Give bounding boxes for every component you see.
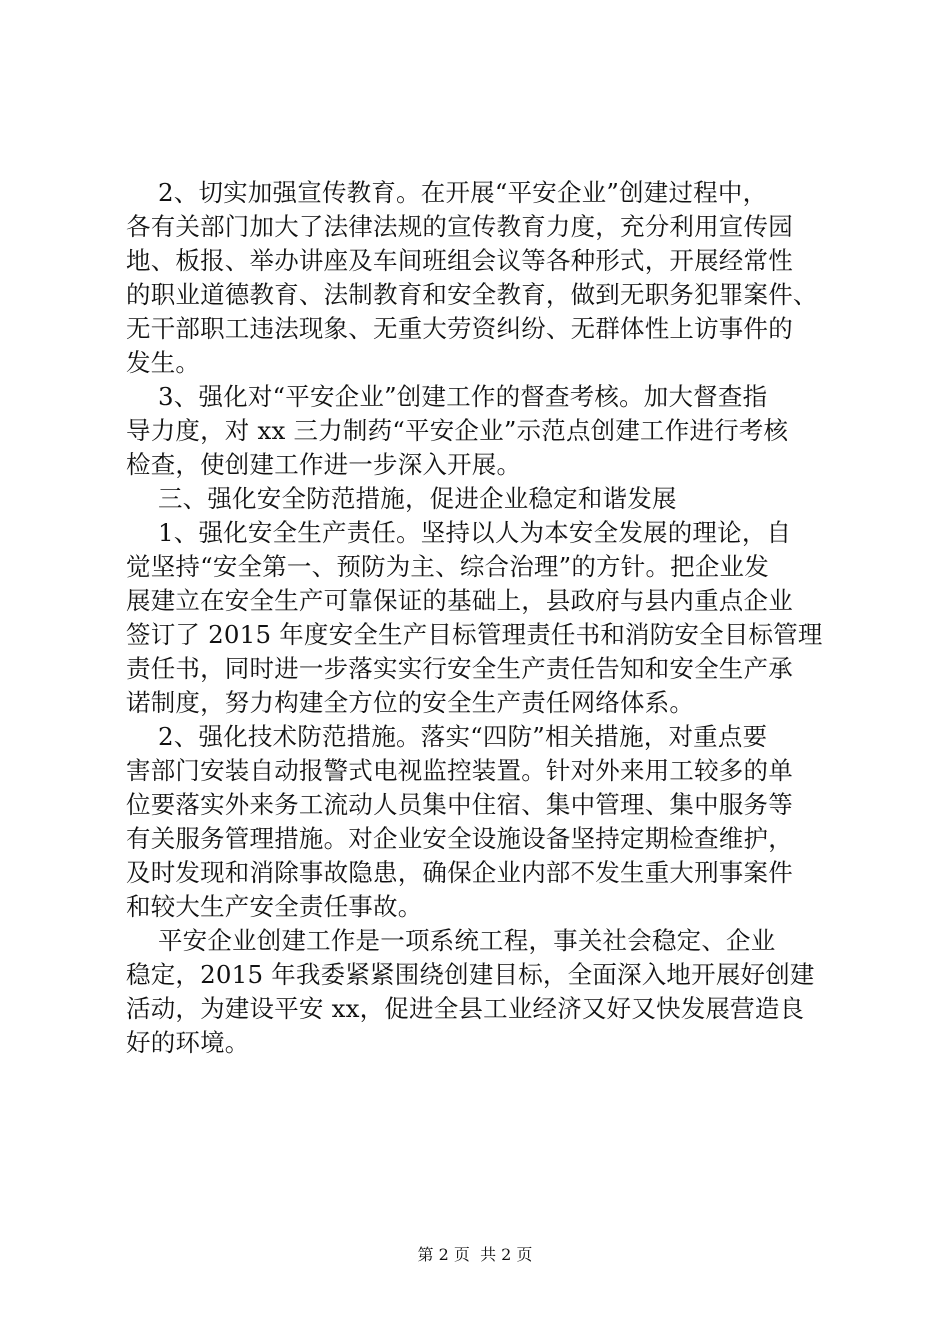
text-line: 责任书，同时进一步落实实行安全生产责任告知和安全生产承 — [126, 654, 793, 683]
text-line: 害部门安装自动报警式电视监控装置。针对外来用工较多的单 — [126, 756, 793, 785]
text-line: 地、板报、举办讲座及车间班组会议等各种形式，开展经常性 — [126, 246, 793, 275]
text-line: 平安企业创建工作是一项系统工程，事关社会稳定、企业 — [126, 926, 776, 955]
text-line: 2、切实加强宣传教育。在开展“平安企业”创建过程中， — [126, 178, 768, 207]
section-heading: 三、强化安全防范措施，促进企业稳定和谐发展 — [126, 484, 677, 513]
text-line: 觉坚持“安全第一、预防为主、综合治理”的方针。把企业发 — [126, 552, 769, 581]
text-line: 诺制度，努力构建全方位的安全生产责任网络体系。 — [126, 688, 695, 717]
text-line: 位要落实外来务工流动人员集中住宿、集中管理、集中服务等 — [126, 790, 793, 819]
text-line: 检查，使创建工作进一步深入开展。 — [126, 450, 522, 479]
text-line: 各有关部门加大了法律法规的宣传教育力度，充分利用宣传园 — [126, 212, 793, 241]
text-line: 导力度，对 xx 三力制药“平安企业”示范点创建工作进行考核 — [126, 416, 789, 445]
text-line: 好的环境。 — [126, 1028, 250, 1057]
text-line: 2、强化技术防范措施。落实“四防”相关措施，对重点要 — [126, 722, 768, 751]
text-line: 和较大生产安全责任事故。 — [126, 892, 423, 921]
text-line: 的职业道德教育、法制教育和安全教育，做到无职务犯罪案件、 — [126, 280, 818, 309]
text-line: 稳定，2015 年我委紧紧围绕创建目标，全面深入地开展好创建 — [126, 960, 815, 989]
text-line: 及时发现和消除事故隐患，确保企业内部不发生重大刑事案件 — [126, 858, 793, 887]
text-line: 发生。 — [126, 348, 201, 377]
text-line: 展建立在安全生产可靠保证的基础上，县政府与县内重点企业 — [126, 586, 793, 615]
text-line: 签订了 2015 年度安全生产目标管理责任书和消防安全目标管理 — [126, 620, 823, 649]
text-line: 3、强化对“平安企业”创建工作的督查考核。加大督查指 — [126, 382, 768, 411]
page-footer: 第 2 页 共 2 页 — [417, 1245, 533, 1264]
text-line: 活动，为建设平安 xx，促进全县工业经济又好又快发展营造良 — [126, 994, 805, 1023]
text-line: 有关服务管理措施。对企业安全设施设备坚持定期检查维护， — [126, 824, 793, 853]
text-line: 1、强化安全生产责任。坚持以人为本安全发展的理论，自 — [126, 518, 792, 547]
text-line: 无干部职工违法现象、无重大劳资纠纷、无群体性上访事件的 — [126, 314, 793, 343]
